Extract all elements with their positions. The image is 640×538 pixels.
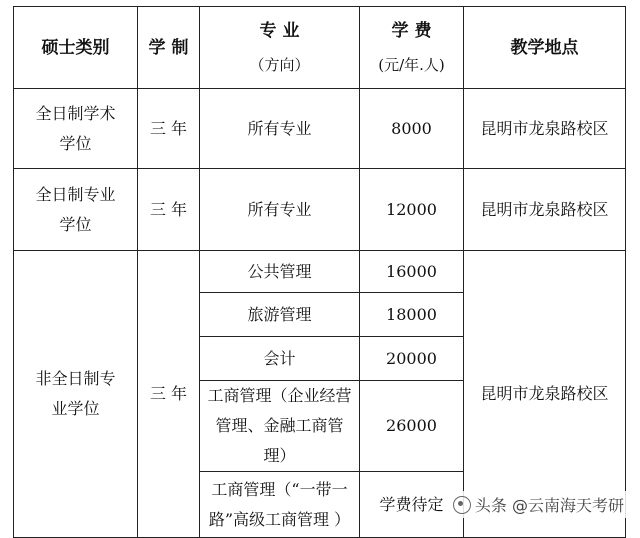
header-fee: [360, 7, 464, 89]
header-fee-line2: (元/年.人): [378, 55, 445, 74]
fee-cell: 8000: [360, 89, 464, 169]
major-cell: [200, 381, 360, 472]
header-major: [200, 7, 360, 89]
duration-cell: 三 年: [138, 169, 200, 251]
header-category: 硕士类别: [14, 7, 138, 89]
major-line2: 管理、金融工商管理）: [215, 416, 344, 465]
fee-cell: 16000: [360, 251, 464, 293]
major-cell: 所有专业: [200, 169, 360, 251]
major-cell: 旅游管理: [200, 293, 360, 337]
major-line1: 工商管理（“一带一: [211, 479, 348, 499]
category-line2: 学位: [59, 133, 92, 153]
duration-cell: 三 年: [138, 89, 200, 169]
major-line2: 路”高级工商管理 ）: [208, 509, 351, 529]
category-cell: [14, 169, 138, 251]
category-cell: [14, 251, 138, 538]
fee-cell: 学费待定: [360, 472, 464, 538]
category-line2: 业学位: [51, 399, 100, 418]
header-major-line2: （方向）: [249, 55, 310, 74]
watermark-text: 头条 @云南海天考研: [474, 496, 624, 515]
major-cell: 所有专业: [200, 89, 360, 169]
fee-cell: 18000: [360, 293, 464, 337]
header-row: [14, 7, 626, 89]
header-duration: 学 制: [138, 7, 200, 89]
major-cell: 公共管理: [200, 251, 360, 293]
header-location: 教学地点: [464, 7, 626, 89]
watermark-logo-icon: [453, 496, 471, 514]
category-line2: 学位: [59, 214, 92, 234]
fee-cell: 26000: [360, 381, 464, 472]
table-row: [14, 89, 626, 169]
location-cell: 昆明市龙泉路校区: [464, 89, 626, 169]
category-line1: 非全日制专: [35, 369, 116, 388]
duration-cell: 三 年: [138, 251, 200, 538]
header-major-line1: 专 业: [259, 20, 300, 41]
location-cell: 昆明市龙泉路校区: [464, 251, 626, 538]
header-fee-line1: 学 费: [391, 20, 432, 41]
major-line1: 工商管理（企业经营: [207, 386, 352, 405]
major-cell: 会计: [200, 337, 360, 381]
location-cell: 昆明市龙泉路校区: [464, 169, 626, 251]
table-row: [14, 169, 626, 251]
category-cell: [14, 89, 138, 169]
category-line1: 全日制专业: [35, 184, 116, 204]
fee-cell: 12000: [360, 169, 464, 251]
category-line1: 全日制学术: [35, 103, 116, 123]
watermark: [447, 491, 630, 518]
major-cell: [200, 472, 360, 538]
table-row: [14, 251, 626, 293]
fee-cell: 20000: [360, 337, 464, 381]
tuition-table: [13, 6, 626, 538]
